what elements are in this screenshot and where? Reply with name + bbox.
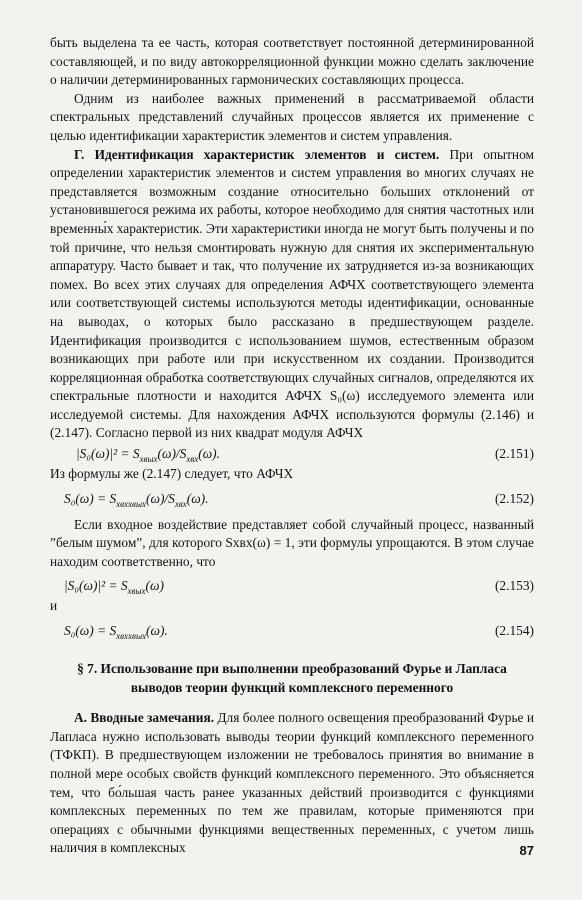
conjunction-and: и: [50, 598, 58, 614]
paragraph-applications: Одним из наиболее важных применений в рассматриваемой области спектральных представлений случайных процессов является их применение с целью идентификации характеристик элементов и систем управления.: [50, 90, 534, 143]
identification-body: При опытном определении характеристик элементов и систем управления во многих случаях не представляется возможным создание относительно больших отклонений от установившегося режима их работы, которое необходимо для снятия частотных или временны́х характеристик. Эти характеристики иногда не могут быть получены и по той причине, что нельзя смонтировать нужную для снятия их экспериментальную аппаратуру. Часто бывает и так, что получение их затрудняется из-за возникающих помех. Во всех этих случаях для определения АФЧХ соответствующего элемента или соответствующей системы используются методы идентификации, основанные на выводах, о которых было рассказано в предшествующем разделе. Идентификация производится с использованием шумов, естественным образом возникающих при работе или при искусственном их создании. Производится корреляционная обработка соответствующих случайных сигналов, определяются их спектральные плотности и находится АФЧХ S₀(ω) исследуемого элемента или исследуемой системы. Для нахождения АФЧХ используются формулы (2.146) и (2.147). Согласно первой из них квадрат модуля АФЧХ: [50, 146, 534, 441]
equation-number: (2.151): [494, 446, 534, 462]
equation-formula: $S_0(\omega) = S_{xвxxвыx}(\omega)/S_{xвx}(\omega)$.: [64, 490, 209, 509]
equation-2-154: [50, 620, 534, 642]
equation-2-151: [50, 443, 534, 465]
paragraph-white-noise: Если входное воздействие представляет собой случайный процесс, названный ”белым шумом”, для которого Sxвx(ω) = 1, эти формулы упрощаются. В этом случае находим соответственно, что: [50, 516, 534, 569]
section-heading: § 7. Использование при выполнении преобразований Фурье и Лапласа выводов теории функций комплексного переменного: [77, 661, 507, 695]
equation-formula: $|S_0(\omega)|^2 = S_{xвыx}(\omega)/S_{xвx}(\omega)$.: [76, 446, 220, 465]
paragraph-continued: быть выделена та ее часть, которая соответствует постоянной детерминированной составляющей, и по виду автокорреляционной функции можно сделать заключение о наличии детерминированных гармонических составляющих процесса.: [50, 35, 534, 88]
paragraph-identification: [50, 146, 534, 444]
text-column: [50, 34, 534, 858]
subsection-title-a: А. Вводные замечания.: [74, 710, 215, 726]
equation-number: (2.154): [494, 623, 534, 639]
paragraph-intro-remarks: [50, 709, 534, 858]
subsection-title-g: Г. Идентификация характеристик элементов и систем.: [74, 146, 440, 162]
paragraph-from-formula: Из формулы же (2.147) следует, что АФЧХ: [50, 466, 294, 482]
equation-number: (2.153): [494, 578, 534, 594]
equation-2-153: [50, 575, 534, 597]
equation-formula: $|S_0(\omega)|^2 = S_{xвыx}(\omega)$: [64, 578, 164, 597]
intro-remarks-body: Для более полного освещения преобразований Фурье и Лапласа нужно использовать выводы теории функций комплексного переменного (ТФКП). В предшествующем изложении не требовалось принятия во внимание в полной мере особых свойств функций комплексного переменного. Это объясняется тем, что бо́льшая часть ранее указанных действий производится с функциями комплексных переменных по тем же правилам, которые применяются при операциях с обычными функциями вещественных переменных, с учетом лишь наличия в комплексных: [50, 710, 535, 856]
equation-formula: $S_0(\omega) = S_{xвxxвыx}(\omega)$.: [64, 623, 168, 642]
equation-2-152: [50, 488, 534, 510]
equation-number: (2.152): [494, 490, 534, 506]
page-number: 87: [519, 843, 534, 858]
